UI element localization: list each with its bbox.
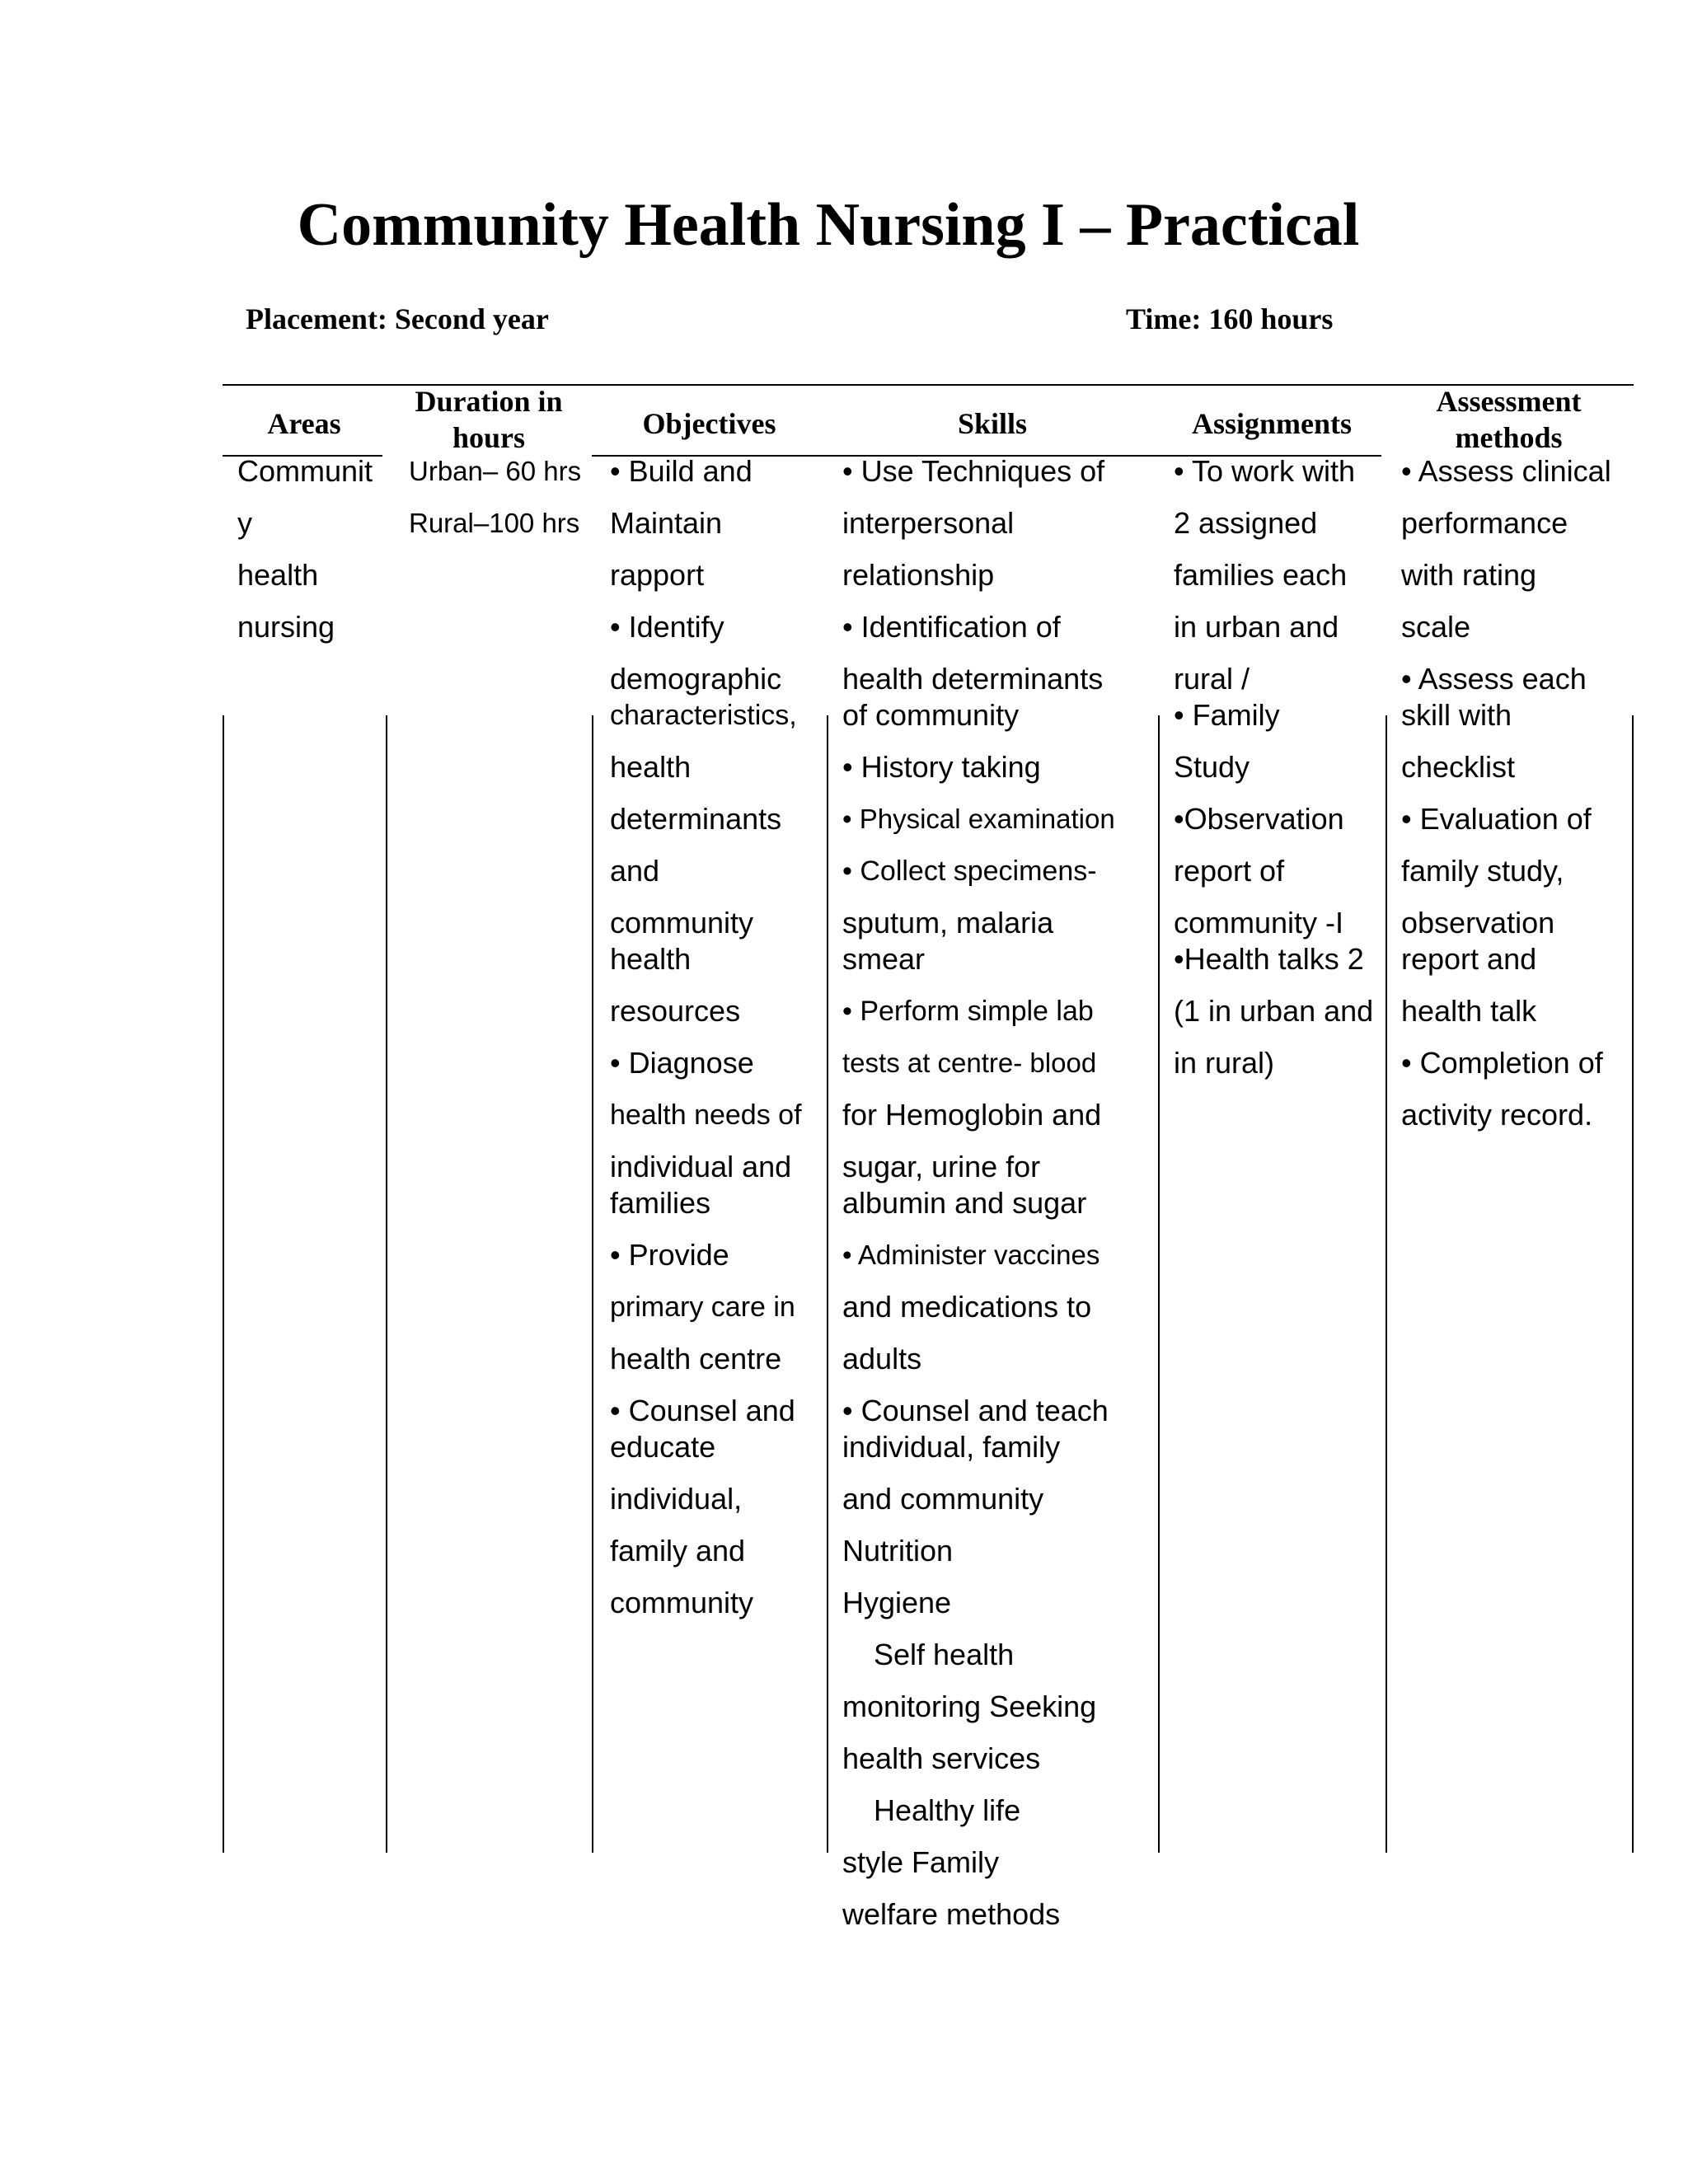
skills-line: • Use Techniques of xyxy=(842,454,1105,488)
objectives-line: family and xyxy=(610,1534,746,1568)
objectives-line: health centre xyxy=(610,1342,782,1376)
skills-line: • Perform simple lab xyxy=(842,996,1094,1027)
objectives-line: health xyxy=(610,942,692,976)
skills-line: of community xyxy=(842,698,1020,732)
assessment-line: health talk xyxy=(1401,994,1537,1028)
column-divider xyxy=(1386,715,1387,1853)
skills-line: albumin and sugar xyxy=(842,1186,1087,1220)
skills-line: • Collect specimens- xyxy=(842,855,1097,887)
placement-label: Placement: Second year xyxy=(246,302,549,335)
assessment-line: checklist xyxy=(1401,750,1516,784)
skills-line: sugar, urine for xyxy=(842,1150,1041,1183)
objectives-line: educate xyxy=(610,1430,716,1464)
assignments-column xyxy=(1174,453,1373,1097)
assignments-line: families each xyxy=(1174,558,1348,592)
assessment-line: • Assess clinical xyxy=(1401,454,1611,488)
assessment-column xyxy=(1401,453,1611,1149)
header-assessment-line2: methods xyxy=(1455,421,1563,454)
header-skills: Skills xyxy=(957,407,1028,440)
skills-line: • Identification of xyxy=(842,610,1061,644)
objectives-line: community xyxy=(610,1586,754,1619)
objectives-line: health xyxy=(610,750,692,784)
skills-line: welfare methods xyxy=(842,1897,1061,1931)
skills-line: relationship xyxy=(842,558,995,592)
duration-column xyxy=(409,453,581,557)
skills-line: sputum, malaria xyxy=(842,906,1054,940)
header-objectives: Objectives xyxy=(642,407,776,440)
skills-line: • Physical examination xyxy=(842,804,1115,834)
areas-line: y xyxy=(237,506,252,540)
assignments-line: report of xyxy=(1174,854,1285,888)
assignments-line: Study xyxy=(1174,750,1250,784)
assignments-line: •Health talks 2 xyxy=(1174,942,1364,976)
skills-line: • History taking xyxy=(842,750,1041,784)
skills-line: and community xyxy=(842,1482,1044,1516)
skills-column xyxy=(842,453,1115,1948)
skills-line: smear xyxy=(842,942,926,976)
objectives-line: • Build and xyxy=(610,454,753,488)
areas-column xyxy=(237,453,373,661)
objectives-line: characteristics, xyxy=(610,700,797,731)
assignments-line: community -I xyxy=(1174,906,1344,940)
assignments-line: 2 assigned xyxy=(1174,506,1318,540)
skills-line: Nutrition xyxy=(842,1534,954,1568)
areas-line: health xyxy=(237,558,319,592)
column-divider xyxy=(386,715,387,1853)
skills-line: individual, family xyxy=(842,1430,1061,1464)
assessment-line: performance xyxy=(1401,506,1568,540)
header-assignments: Assignments xyxy=(1191,407,1353,440)
objectives-line: • Identify xyxy=(610,610,724,644)
duration-line: Rural–100 hrs xyxy=(409,508,580,538)
skills-line: monitoring Seeking xyxy=(842,1690,1097,1723)
skills-line: adults xyxy=(842,1342,922,1376)
header-assessment xyxy=(1386,383,1632,456)
objectives-column xyxy=(610,453,802,1637)
skills-line: Hygiene xyxy=(842,1586,952,1619)
objectives-line: resources xyxy=(610,994,741,1028)
assignments-line: •Observation xyxy=(1174,802,1344,836)
skills-line: Healthy life xyxy=(874,1793,1021,1827)
objectives-line: • Diagnose xyxy=(610,1046,754,1080)
objectives-line: • Counsel and xyxy=(610,1394,795,1427)
objectives-line: health needs of xyxy=(610,1099,802,1131)
skills-line: interpersonal xyxy=(842,506,1015,540)
skills-line: style Family xyxy=(842,1845,1000,1879)
objectives-line: individual, xyxy=(610,1482,743,1516)
header-duration xyxy=(386,383,592,456)
skills-line: health determinants xyxy=(842,662,1104,696)
assessment-line: activity record. xyxy=(1401,1098,1593,1132)
assessment-line: • Assess each xyxy=(1401,662,1587,696)
column-divider xyxy=(223,715,224,1853)
objectives-line: families xyxy=(610,1186,711,1220)
header-duration-line2: hours xyxy=(452,421,526,454)
header-assessment-line1: Assessment xyxy=(1436,385,1582,418)
assessment-line: with rating xyxy=(1401,558,1537,592)
assignments-line: in urban and xyxy=(1174,610,1339,644)
assessment-line: scale xyxy=(1401,610,1471,644)
assessment-line: • Completion of xyxy=(1401,1046,1603,1080)
skills-line: tests at centre- blood xyxy=(842,1047,1097,1078)
column-divider xyxy=(1632,715,1634,1853)
assessment-line: report and xyxy=(1401,942,1537,976)
assignments-line: in rural) xyxy=(1174,1046,1275,1080)
areas-line: nursing xyxy=(237,610,335,644)
column-divider xyxy=(1158,715,1160,1853)
assignments-line: (1 in urban and xyxy=(1174,994,1374,1028)
objectives-line: demographic xyxy=(610,662,782,696)
duration-line: Urban– 60 hrs xyxy=(409,456,582,486)
column-divider xyxy=(827,715,828,1853)
header-areas: Areas xyxy=(267,407,341,440)
skills-line: • Counsel and teach xyxy=(842,1394,1109,1427)
page-title: Community Health Nursing I – Practical xyxy=(297,191,1360,259)
time-label: Time: 160 hours xyxy=(1126,302,1334,335)
assessment-line: observation xyxy=(1401,906,1555,940)
objectives-line: rapport xyxy=(610,558,705,592)
objectives-line: and xyxy=(610,854,660,888)
skills-line: health services xyxy=(842,1741,1041,1775)
objectives-line: determinants xyxy=(610,802,782,836)
skills-line: and medications to xyxy=(842,1290,1092,1324)
objectives-line: individual and xyxy=(610,1150,792,1183)
skills-line: Self health xyxy=(874,1638,1015,1671)
skills-line: for Hemoglobin and xyxy=(842,1098,1102,1132)
objectives-line: Maintain xyxy=(610,506,723,540)
skills-line: • Administer vaccines xyxy=(842,1240,1100,1270)
header-duration-line1: Duration in xyxy=(415,385,563,418)
column-divider xyxy=(592,715,593,1853)
assignments-line: • To work with xyxy=(1174,454,1356,488)
assessment-line: skill with xyxy=(1401,698,1512,732)
assessment-line: family study, xyxy=(1401,854,1564,888)
assignments-line: rural / xyxy=(1174,662,1250,696)
assignments-line: • Family xyxy=(1174,698,1280,732)
areas-line: Communit xyxy=(237,454,373,488)
assessment-line: • Evaluation of xyxy=(1401,802,1592,836)
objectives-line: primary care in xyxy=(610,1291,795,1323)
objectives-line: • Provide xyxy=(610,1238,729,1272)
objectives-line: community xyxy=(610,906,754,940)
